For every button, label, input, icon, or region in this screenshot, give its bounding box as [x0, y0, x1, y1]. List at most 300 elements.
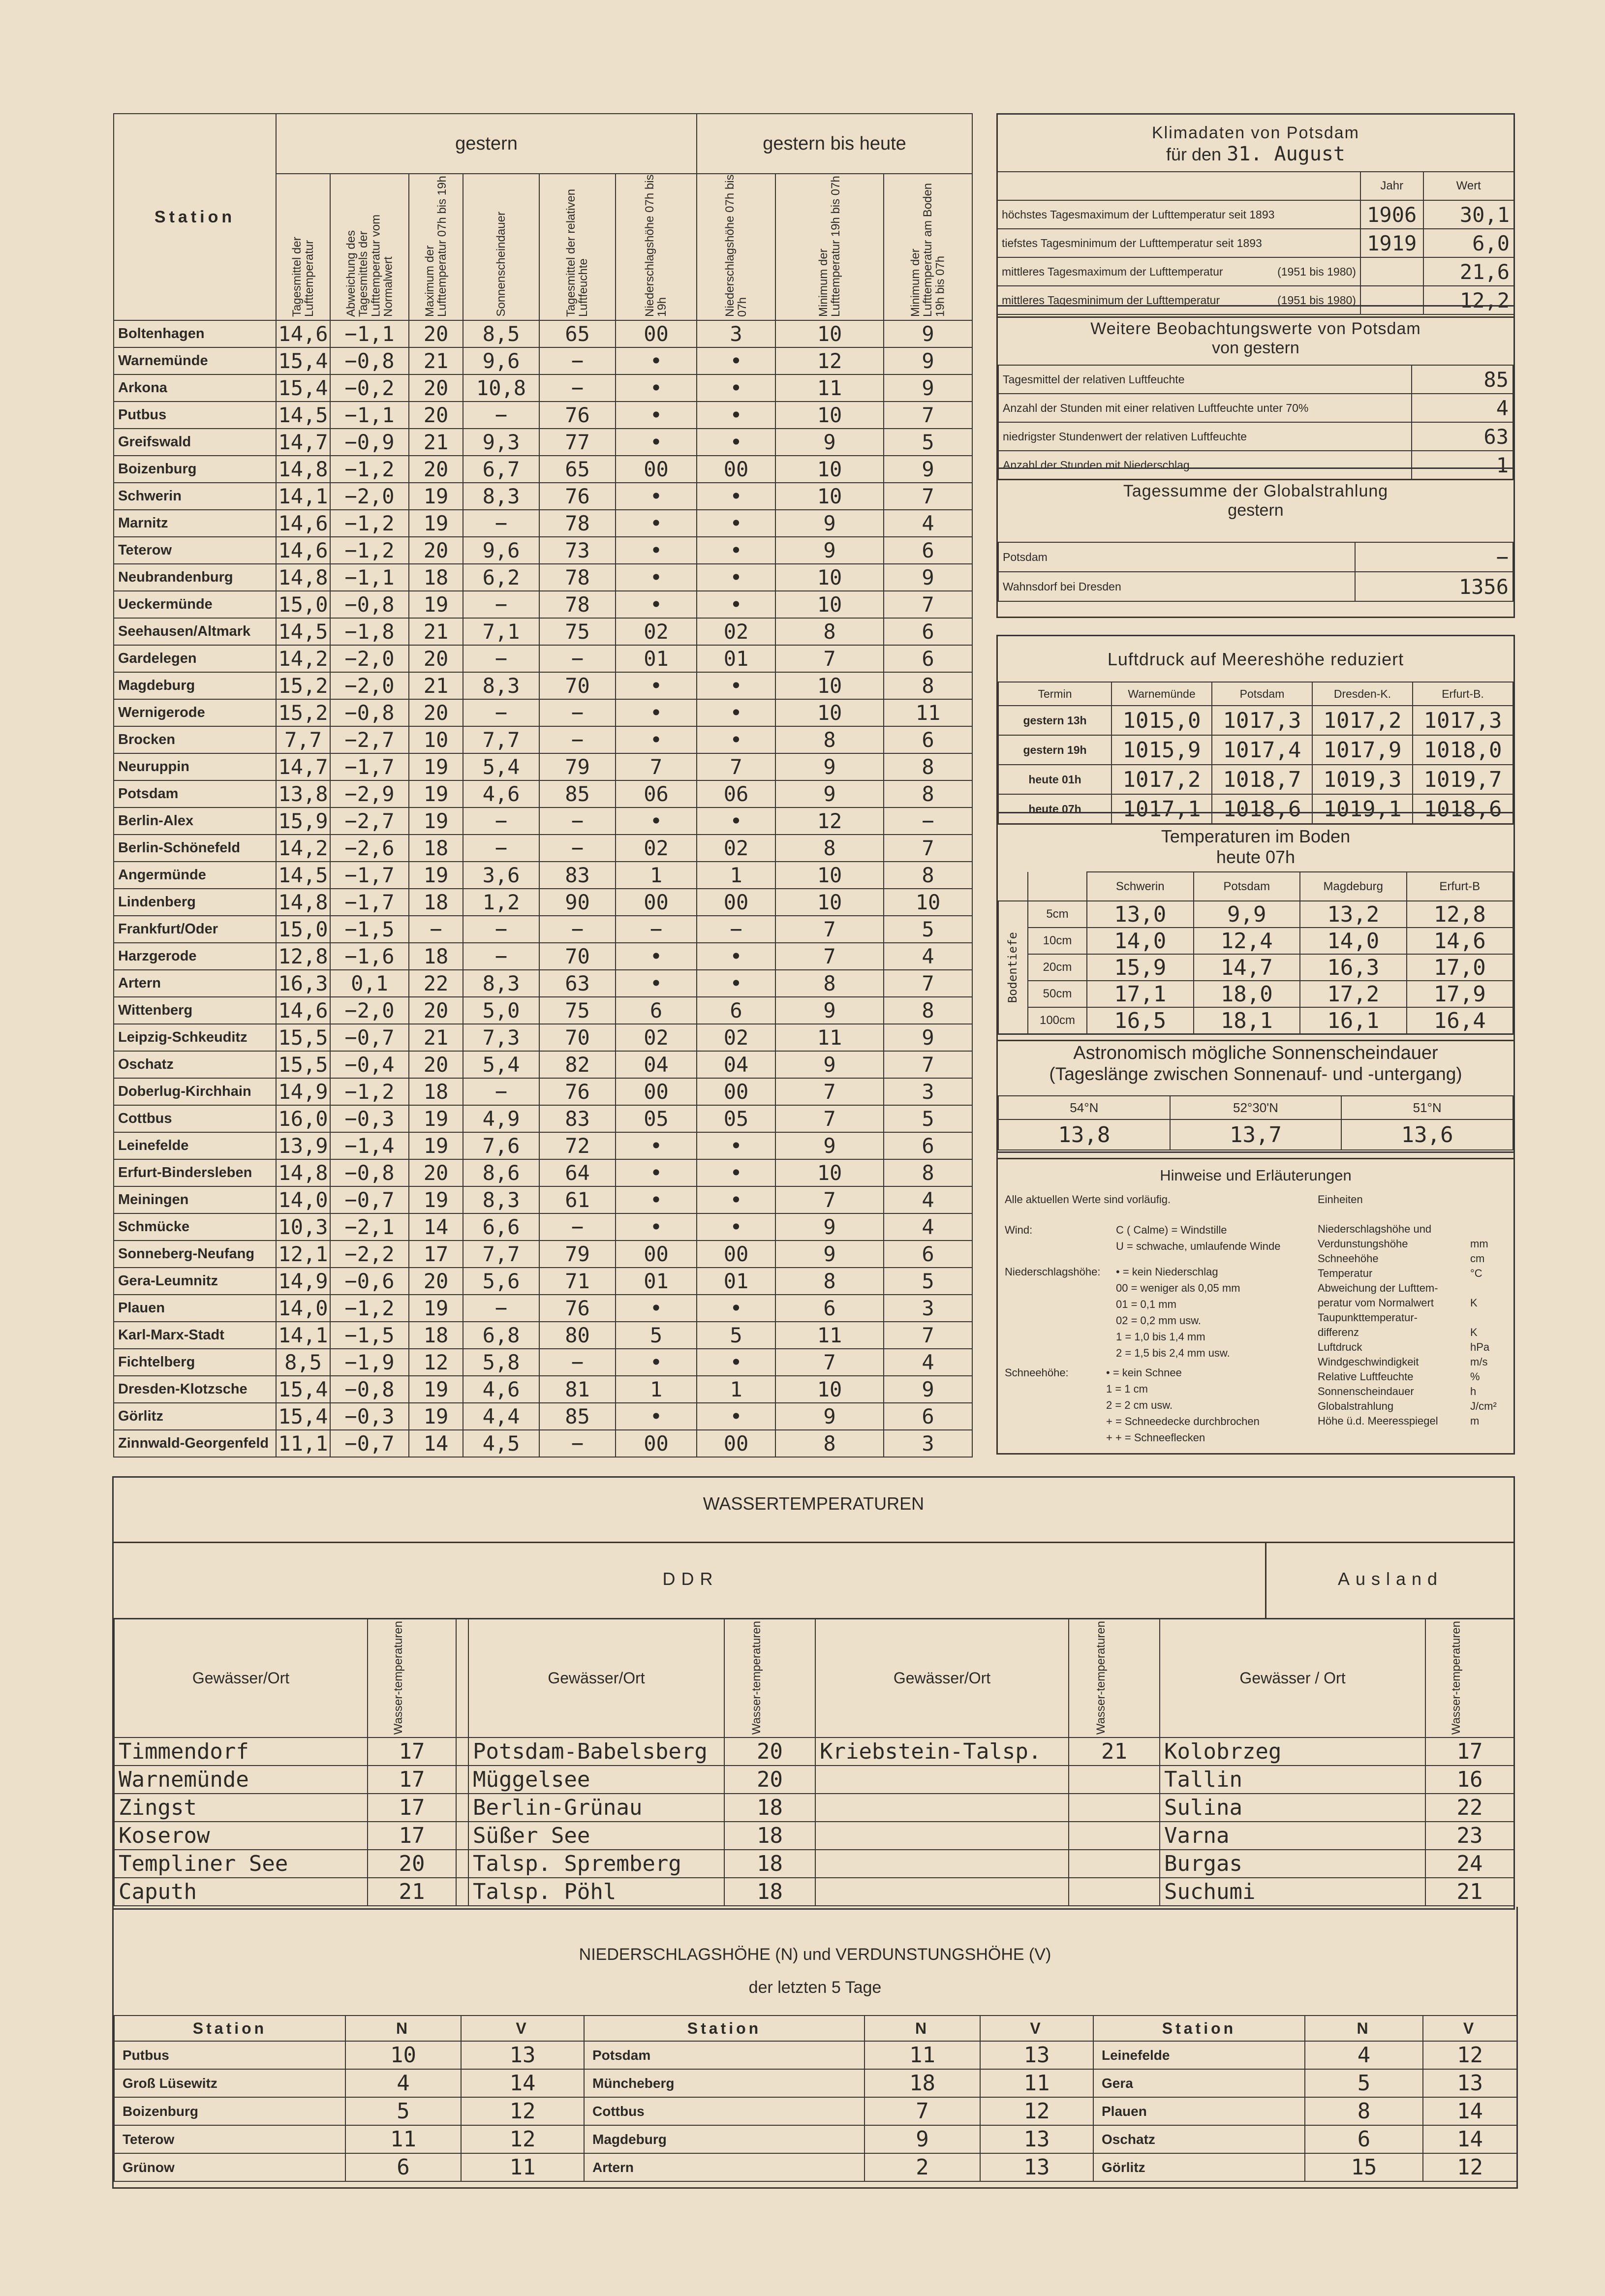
station-value: 8,3	[463, 672, 539, 699]
station-value: 22	[409, 970, 463, 997]
station-value: 4,5	[463, 1430, 539, 1457]
sonnenscheindauer-lat: 51°N	[1341, 1096, 1513, 1119]
station-value: 8	[775, 726, 884, 753]
klimadaten-label	[998, 229, 1360, 257]
ne-v-value: 11	[980, 2069, 1093, 2097]
niederschlag-legend-line: 01 = 0,1 mm	[1116, 1298, 1176, 1310]
station-value: 5,0	[463, 997, 539, 1024]
weitere-row	[998, 422, 1513, 451]
niederschlag-verdunstung-subtitle: der letzten 5 Tage	[748, 1978, 882, 1997]
col-header-3	[409, 174, 463, 320]
station-value: 4	[884, 510, 972, 537]
einheit-unit: mm	[1470, 1238, 1488, 1250]
weitere-label: niedrigster Stundenwert der relativen Luftfeuchte	[998, 422, 1412, 451]
station-value: −0,9	[330, 429, 409, 456]
station-row	[114, 997, 972, 1024]
station-value: 83	[539, 1105, 616, 1132]
klimadaten-row	[998, 200, 1513, 229]
station-value: 12,1	[276, 1241, 330, 1268]
klimadaten-panel	[996, 113, 1515, 318]
station-value: −	[884, 807, 972, 835]
ne-n-value: 4	[1305, 2041, 1423, 2069]
station-value: 7	[616, 753, 697, 780]
station-value: •	[616, 672, 697, 699]
station-name: Fichtelberg	[114, 1349, 276, 1376]
ne-station: Magdeburg	[584, 2125, 864, 2153]
col-header-text: Minimum der Lufttemperatur am Boden 19h bis 07h	[909, 183, 947, 317]
hinweise-title: Hinweise und Erläuterungen	[1160, 1167, 1352, 1184]
einheit-unit: °C	[1470, 1267, 1482, 1279]
station-name: Wernigerode	[114, 699, 276, 726]
station-value: 71	[539, 1268, 616, 1295]
station-value: •	[616, 429, 697, 456]
einheit-row	[1318, 1237, 1505, 1251]
wasser-temperatur	[1069, 1794, 1160, 1822]
luftdruck-termin: heute 01h	[998, 765, 1111, 794]
station-row	[114, 1105, 972, 1132]
wasser-temperatur: 21	[1069, 1738, 1160, 1766]
wasser-temp-header	[368, 1618, 456, 1738]
station-value: 8,3	[463, 1186, 539, 1213]
station-value: 20	[409, 374, 463, 402]
weitere-row	[998, 394, 1513, 422]
sonnenscheindauer-value: 13,7	[1170, 1119, 1342, 1150]
station-value: −	[697, 916, 775, 943]
wasser-temp-header	[1069, 1618, 1160, 1738]
col-header-1	[276, 174, 330, 320]
station-value: 6,8	[463, 1322, 539, 1349]
ne-v-value: 12	[461, 2097, 584, 2125]
station-row	[114, 672, 972, 699]
station-row	[114, 699, 972, 726]
einheiten-title: Einheiten	[1318, 1193, 1363, 1206]
bodentemperatur-depth: 100cm	[1028, 1007, 1087, 1034]
station-value: 20	[409, 1159, 463, 1186]
station-value: 1	[697, 862, 775, 889]
station-value: 00	[697, 889, 775, 916]
station-value: 6	[884, 1403, 972, 1430]
luftdruck-value: 1018,0	[1413, 735, 1513, 765]
klimadaten-for-label: für den	[1166, 144, 1222, 164]
station-value: 4,4	[463, 1403, 539, 1430]
station-value: −0,8	[330, 347, 409, 374]
klimadaten-label-text: mittleres Tagesmaximum der Lufttemperatur	[1002, 265, 1223, 278]
ne-v-value: 14	[461, 2069, 584, 2097]
station-row	[114, 916, 972, 943]
station-value: 16,0	[276, 1105, 330, 1132]
bodentemperatur-value: 15,9	[1087, 954, 1194, 981]
bodentemperatur-value: 16,5	[1087, 1007, 1194, 1034]
ne-v-value: 14	[1423, 2097, 1517, 2125]
station-value: 7	[775, 916, 884, 943]
wasser-temp-header-text: Wasser-temperaturen	[1450, 1621, 1463, 1735]
einheit-row	[1318, 1310, 1505, 1325]
bodentemperatur-panel	[996, 812, 1515, 1041]
station-value: 79	[539, 753, 616, 780]
ne-station: Plauen	[1093, 2097, 1305, 2125]
station-value: 8	[884, 780, 972, 807]
station-value: 6	[884, 1241, 972, 1268]
einheit-row	[1318, 1414, 1505, 1428]
station-value: −2,2	[330, 1241, 409, 1268]
ne-station-header: Station	[584, 2016, 864, 2041]
ne-station: Oschatz	[1093, 2125, 1305, 2153]
station-value: 11	[775, 1322, 884, 1349]
einheit-unit: K	[1470, 1326, 1478, 1338]
station-value: 9	[884, 1024, 972, 1051]
wasser-temperatur	[1069, 1766, 1160, 1794]
station-value: 13,9	[276, 1132, 330, 1159]
wasser-temperatur: 20	[368, 1850, 456, 1878]
station-value: 20	[409, 1051, 463, 1078]
station-value: 6	[775, 1295, 884, 1322]
einheit-unit: %	[1470, 1370, 1480, 1383]
klimadaten-note: (1951 bis 1980)	[1277, 265, 1356, 278]
station-value: 18	[409, 564, 463, 591]
bodentemperatur-value: 12,8	[1407, 901, 1513, 928]
station-value: 20	[409, 1268, 463, 1295]
ne-n-value: 10	[345, 2041, 461, 2069]
bodentemperatur-value: 16,1	[1300, 1007, 1407, 1034]
station-value: 7	[775, 1186, 884, 1213]
ne-station: Cottbus	[584, 2097, 864, 2125]
schnee-legend-line: + + = Schneeflecken	[1106, 1431, 1205, 1444]
station-value: 19	[409, 510, 463, 537]
station-value: 18	[409, 889, 463, 916]
wasser-temp-header	[724, 1618, 815, 1738]
wasser-temperatur: 22	[1425, 1794, 1514, 1822]
station-value: 4	[884, 1213, 972, 1241]
ausland-label: Ausland	[1337, 1569, 1444, 1589]
station-value: 7	[884, 1051, 972, 1078]
station-value: −	[539, 1349, 616, 1376]
station-value: 8	[775, 618, 884, 645]
einheit-row	[1318, 1251, 1505, 1266]
ne-station-header: Station	[114, 2016, 345, 2041]
station-value: 8,5	[463, 320, 539, 347]
station-value: 8	[775, 1430, 884, 1457]
station-name: Oschatz	[114, 1051, 276, 1078]
bodentemperatur-value: 17,9	[1407, 981, 1513, 1007]
spacer	[456, 1794, 468, 1822]
bodentemperatur-depth: 10cm	[1028, 928, 1087, 954]
einheit-unit: h	[1470, 1385, 1477, 1397]
station-value: 7	[884, 402, 972, 429]
einheit-row	[1318, 1325, 1505, 1340]
station-value: 14,5	[276, 618, 330, 645]
station-value: 06	[616, 780, 697, 807]
gewaesser-ort: Kriebstein-Talsp.	[815, 1738, 1069, 1766]
station-value: •	[616, 1213, 697, 1241]
globalstrahlung-value: −	[1355, 542, 1513, 572]
station-name: Karl-Marx-Stadt	[114, 1322, 276, 1349]
einheit-unit	[1470, 1310, 1505, 1325]
station-value: 4,9	[463, 1105, 539, 1132]
station-value: 14,2	[276, 835, 330, 862]
station-value: 7	[775, 1105, 884, 1132]
station-value: 6	[884, 726, 972, 753]
station-name: Magdeburg	[114, 672, 276, 699]
station-value: 9	[775, 1051, 884, 1078]
klimadaten-year-header: Jahr	[1360, 172, 1423, 200]
ne-n-header: N	[1305, 2016, 1423, 2041]
station-value: 6	[884, 645, 972, 672]
station-value: 10	[884, 889, 972, 916]
station-table	[113, 113, 973, 1458]
bodentemperatur-value: 18,0	[1194, 981, 1300, 1007]
ne-station: Putbus	[114, 2041, 345, 2069]
wassertemperaturen-table	[114, 1618, 1514, 1906]
station-name: Harzgerode	[114, 943, 276, 970]
bodentemperatur-value: 14,0	[1300, 928, 1407, 954]
station-value: 7	[775, 645, 884, 672]
station-name: Berlin-Alex	[114, 807, 276, 835]
station-value: 18	[409, 1078, 463, 1105]
station-value: •	[697, 537, 775, 564]
station-value: 8	[775, 1268, 884, 1295]
station-name: Meiningen	[114, 1186, 276, 1213]
station-value: −	[463, 1078, 539, 1105]
station-value: 11,1	[276, 1430, 330, 1457]
einheit-unit: hPa	[1470, 1341, 1490, 1353]
station-value: 01	[616, 1268, 697, 1295]
einheit-row	[1318, 1369, 1505, 1384]
ne-row	[114, 2041, 1517, 2069]
station-row	[114, 807, 972, 835]
gewaesser-ort: Koserow	[114, 1822, 368, 1850]
einheit-unit	[1470, 1222, 1505, 1237]
einheit-row	[1318, 1384, 1505, 1399]
bodentemperatur-value: 13,2	[1300, 901, 1407, 928]
luftdruck-title: Luftdruck auf Meereshöhe reduziert	[1107, 649, 1404, 669]
gewaesser-ort: Süßer See	[468, 1822, 724, 1850]
station-value: 15,2	[276, 672, 330, 699]
station-value: −	[463, 835, 539, 862]
klimadaten-year: 1919	[1360, 229, 1423, 257]
station-value: •	[697, 402, 775, 429]
station-row	[114, 1430, 972, 1457]
ne-row	[114, 2153, 1517, 2181]
station-row	[114, 402, 972, 429]
station-value: 7	[884, 1322, 972, 1349]
ne-n-value: 7	[864, 2097, 980, 2125]
station-value: −	[539, 347, 616, 374]
ne-n-value: 11	[864, 2041, 980, 2069]
station-name: Leinefelde	[114, 1132, 276, 1159]
station-value: 7,6	[463, 1132, 539, 1159]
col-header-2	[330, 174, 409, 320]
station-value: •	[697, 1403, 775, 1430]
station-value: −	[463, 591, 539, 618]
station-name: Sonneberg-Neufang	[114, 1241, 276, 1268]
station-value: •	[616, 1295, 697, 1322]
bodentemperatur-value: 16,3	[1300, 954, 1407, 981]
wasser-row	[114, 1766, 1514, 1794]
station-value: 00	[616, 456, 697, 483]
station-value: 00	[616, 320, 697, 347]
station-value: 01	[697, 645, 775, 672]
station-value: •	[616, 1403, 697, 1430]
klimadaten-value: 21,6	[1423, 257, 1514, 286]
klimadaten-label	[998, 257, 1360, 286]
station-value: 10	[775, 672, 884, 699]
ne-v-value: 12	[980, 2097, 1093, 2125]
station-value: 10	[775, 889, 884, 916]
station-value: −0,8	[330, 1376, 409, 1403]
station-value: 4,6	[463, 1376, 539, 1403]
station-row	[114, 483, 972, 510]
station-value: −1,2	[330, 537, 409, 564]
station-value: 72	[539, 1132, 616, 1159]
station-name: Warnemünde	[114, 347, 276, 374]
station-name: Frankfurt/Oder	[114, 916, 276, 943]
klimadaten-title: Klimadaten von Potsdam	[1152, 124, 1359, 142]
station-value: •	[697, 374, 775, 402]
station-value: 02	[616, 835, 697, 862]
station-value: 14,8	[276, 564, 330, 591]
globalstrahlung-row	[998, 572, 1513, 601]
ne-row	[114, 2069, 1517, 2097]
station-value: −0,6	[330, 1268, 409, 1295]
ne-station: Grünow	[114, 2153, 345, 2181]
group-gestern-bis-heute-header: gestern bis heute	[697, 114, 972, 174]
station-value: •	[697, 1159, 775, 1186]
schnee-legend-line: 1 = 1 cm	[1106, 1383, 1148, 1395]
ne-station-header: Station	[1093, 2016, 1305, 2041]
station-value: 02	[616, 618, 697, 645]
station-value: •	[616, 510, 697, 537]
einheit-name: Relative Luftfeuchte	[1318, 1370, 1414, 1383]
station-value: 15,4	[276, 347, 330, 374]
station-row	[114, 1349, 972, 1376]
station-value: 19	[409, 591, 463, 618]
station-name: Gera-Leumnitz	[114, 1268, 276, 1295]
station-value: 83	[539, 862, 616, 889]
wasser-temperatur: 21	[368, 1878, 456, 1906]
einheit-row	[1318, 1296, 1505, 1310]
sonnenscheindauer-panel	[996, 1033, 1515, 1159]
wasser-temperatur: 18	[724, 1850, 815, 1878]
station-value: 20	[409, 537, 463, 564]
spacer	[456, 1738, 468, 1766]
station-value: 6	[616, 997, 697, 1024]
station-value: −1,7	[330, 753, 409, 780]
luftdruck-value: 1018,7	[1212, 765, 1312, 794]
station-value: 01	[697, 1268, 775, 1295]
ne-v-value: 13	[980, 2041, 1093, 2069]
station-value: 05	[616, 1105, 697, 1132]
station-value: −0,3	[330, 1105, 409, 1132]
station-value: •	[616, 943, 697, 970]
station-value: 8	[775, 835, 884, 862]
station-value: 70	[539, 943, 616, 970]
station-value: 04	[616, 1051, 697, 1078]
station-value: 20	[409, 997, 463, 1024]
bodentiefe-label	[998, 901, 1028, 1034]
station-value: 19	[409, 1403, 463, 1430]
station-value: 9	[775, 429, 884, 456]
station-row	[114, 618, 972, 645]
station-value: −	[539, 807, 616, 835]
station-row	[114, 1159, 972, 1186]
sonnenscheindauer-table	[998, 1095, 1513, 1150]
klimadaten-value-header: Wert	[1423, 172, 1514, 200]
station-value: •	[697, 807, 775, 835]
bodentemperatur-value: 12,4	[1194, 928, 1300, 954]
station-value: −2,9	[330, 780, 409, 807]
gewaesser-ort: Templiner See	[114, 1850, 368, 1878]
station-value: 8,3	[463, 970, 539, 997]
niederschlag-legend-line: 1 = 1,0 bis 1,4 mm	[1116, 1331, 1205, 1343]
ne-v-value: 12	[461, 2125, 584, 2153]
einheit-row	[1318, 1266, 1505, 1281]
bodentemperatur-col-header: Magdeburg	[1300, 872, 1407, 901]
ddr-label: DDR	[662, 1569, 719, 1589]
station-name: Teterow	[114, 537, 276, 564]
station-value: −	[539, 1430, 616, 1457]
bodentemperatur-value: 14,6	[1407, 928, 1513, 954]
station-row	[114, 347, 972, 374]
bodentemperatur-depth: 20cm	[1028, 954, 1087, 981]
station-value: 14,7	[276, 429, 330, 456]
station-name: Putbus	[114, 402, 276, 429]
station-value: 73	[539, 537, 616, 564]
wasser-temperatur: 18	[724, 1794, 815, 1822]
station-name: Boizenburg	[114, 456, 276, 483]
station-value: 00	[616, 1078, 697, 1105]
station-value: −0,7	[330, 1186, 409, 1213]
station-value: 14,6	[276, 510, 330, 537]
station-value: −2,7	[330, 726, 409, 753]
luftdruck-col-header: Termin	[998, 682, 1111, 706]
station-value: −	[463, 510, 539, 537]
station-value: 9	[775, 1132, 884, 1159]
station-value: 6,6	[463, 1213, 539, 1241]
station-value: 20	[409, 320, 463, 347]
ne-v-header: V	[461, 2016, 584, 2041]
station-value: −	[539, 699, 616, 726]
station-name: Boltenhagen	[114, 320, 276, 347]
station-row	[114, 862, 972, 889]
klimadaten-row	[998, 229, 1513, 257]
station-value: 9	[884, 456, 972, 483]
station-value: 76	[539, 1295, 616, 1322]
station-value: •	[697, 970, 775, 997]
station-name: Seehausen/Altmark	[114, 618, 276, 645]
station-value: 7	[884, 970, 972, 997]
bodentemperatur-row	[998, 954, 1513, 981]
station-name: Erfurt-Bindersleben	[114, 1159, 276, 1186]
station-value: 7	[775, 943, 884, 970]
station-value: −0,7	[330, 1024, 409, 1051]
station-value: 21	[409, 672, 463, 699]
station-value: 00	[697, 1430, 775, 1457]
station-value: 1	[616, 1376, 697, 1403]
station-name: Cottbus	[114, 1105, 276, 1132]
station-row	[114, 835, 972, 862]
station-value: 5,6	[463, 1268, 539, 1295]
luftdruck-col-header: Potsdam	[1212, 682, 1312, 706]
luftdruck-value: 1015,0	[1111, 706, 1212, 735]
gewaesser-ort: Sulina	[1160, 1794, 1425, 1822]
weitere-table	[998, 365, 1513, 480]
station-value: 9	[775, 1403, 884, 1430]
station-value: 15,5	[276, 1024, 330, 1051]
gewaesser-ort: Potsdam-Babelsberg	[468, 1738, 724, 1766]
wasser-row	[114, 1738, 1514, 1766]
gewaesser-header: Gewässer/Ort	[114, 1618, 368, 1738]
gewaesser-ort	[815, 1878, 1069, 1906]
